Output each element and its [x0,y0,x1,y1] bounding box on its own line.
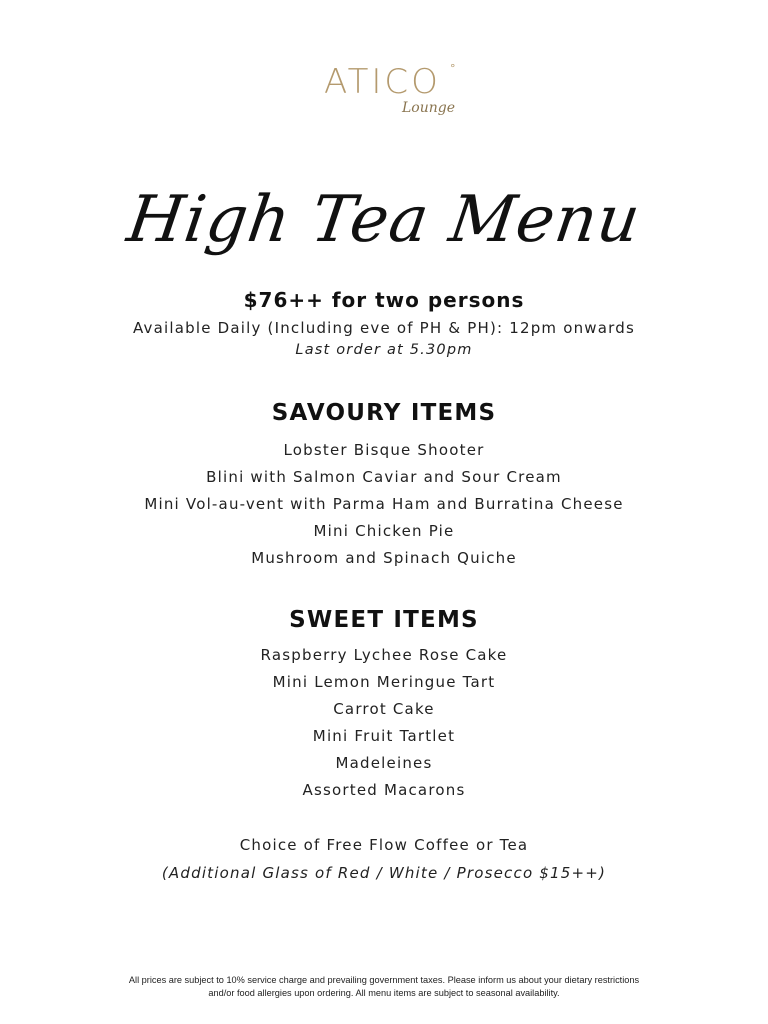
menu-item: Blini with Salmon Caviar and Sour Cream [206,468,562,486]
logo-wordmark: ATICO [324,62,441,102]
menu-item: Mini Chicken Pie [313,522,455,540]
drinks-addon-line: (Additional Glass of Red / White / Prosecco $15++) [161,864,607,882]
menu-item: Carrot Cake [333,700,435,718]
footer-line-1: All prices are subject to 10% service charge and prevailing government taxes. Please inform us about your dietary restrictions [128,975,640,985]
footer-line-2: and/or food allergies upon ordering. All menu items are subject to seasonal availability. [208,987,560,998]
sweet-heading: SWEET ITEMS [289,607,479,633]
drinks-line: Choice of Free Flow Coffee or Tea [239,836,529,854]
menu-item: Mushroom and Spinach Quiche [251,549,517,567]
footer-disclaimer [0,974,768,999]
menu-title: High Tea Menu [122,183,646,257]
menu-item: Mini Fruit Tartlet [312,727,456,745]
last-order-line: Last order at 5.30pm [295,342,473,358]
savoury-heading: SAVOURY ITEMS [271,400,497,426]
menu-item: Assorted Macarons [302,781,466,799]
menu-item: Mini Lemon Meringue Tart [272,673,496,691]
availability-line: Available Daily (Including eve of PH & PH): 12pm onwards [132,319,636,337]
menu-item: Mini Vol-au-vent with Parma Ham and Burratina Cheese [144,495,624,513]
atico-lounge-logo [310,48,470,130]
price-line: $76++ for two persons [243,288,525,312]
menu-item: Lobster Bisque Shooter [283,441,485,459]
menu-item: Madeleines [335,754,433,772]
sweet-items-list [0,642,768,804]
logo-degree-mark: ° [450,62,456,75]
savoury-items-list [0,437,768,572]
logo-subtitle: Lounge [402,100,456,116]
menu-item: Raspberry Lychee Rose Cake [260,646,508,664]
